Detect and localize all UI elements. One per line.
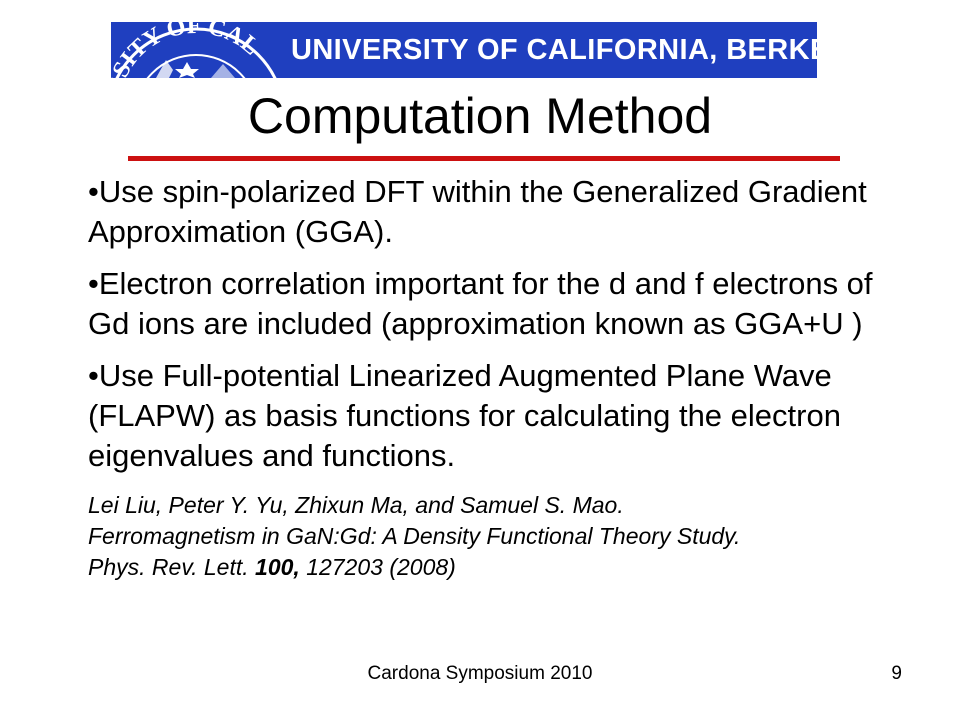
citation-authors: Lei Liu, Peter Y. Yu, Zhixun Ma, and Samuel S. Mao. [88, 492, 624, 518]
bullet-item: •Electron correlation important for the d and f electrons of Gd ions are included (approximation known as GGA+U ) [88, 266, 873, 341]
citation-title: Ferromagnetism in GaN:Gd: A Density Functional Theory Study. [88, 523, 741, 549]
university-banner [111, 22, 888, 78]
citation-reference [88, 552, 898, 583]
bullet-item: •Use Full-potential Linearized Augmented Plane Wave (FLAPW) as basis functions for calculating the electron eigenvalues and functions. [88, 358, 841, 473]
citation-journal: Phys. Rev. Lett. [88, 554, 249, 580]
citation [88, 490, 898, 583]
citation-volume: 100, [255, 554, 300, 580]
institution-name: UNIVERSITY OF CALIFORNIA, BERKELEY [291, 34, 888, 66]
citation-pages: 127203 (2008) [306, 554, 456, 580]
bullet-item: •Use spin-polarized DFT within the Generalized Gradient Approximation (GGA). [88, 174, 867, 249]
slide-title: Computation Method [247, 88, 713, 144]
seal-lettering: ITY OF CAL [115, 22, 265, 71]
footer-text: Cardona Symposium 2010 [367, 663, 593, 684]
slide-body [88, 172, 898, 583]
page-number: 9 [891, 663, 902, 684]
university-seal-icon [111, 22, 281, 78]
title-divider [128, 156, 840, 161]
